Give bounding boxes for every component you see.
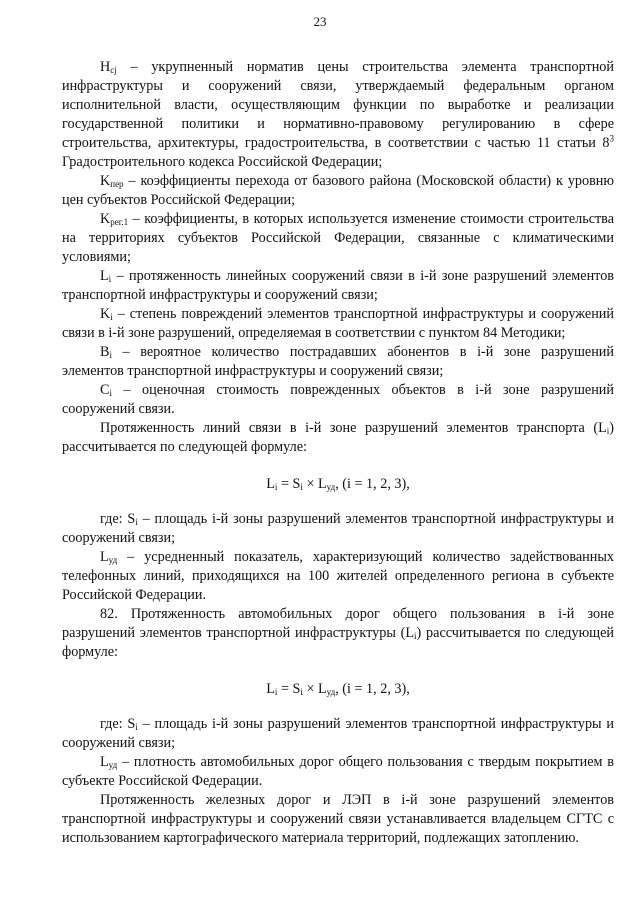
page-number: 23 xyxy=(313,14,327,29)
paragraph-lines-length: Протяженность линий связи в i-й зоне разрушений элементов транспорта $(L_i)$ рассчитывается по следующей формуле: xyxy=(62,420,614,455)
definition-kreg: $K_{рег.1}$ – коэффициенты, в которых используется изменение стоимости строительства на территориях субъектов Российской Федерации, связанные с климатическими условиями; xyxy=(62,211,614,265)
definition-lud-2: $L_{уд}$ – плотность автомобильных дорог общего пользования с твердым покрытием в субъекте Российской Федерации. xyxy=(62,754,614,789)
definition-hcj: $H_{cj}$ – укрупненный норматив цены строительства элемента транспортной инфраструктуры и сооружений связи, утверждаемый федеральным органом исполнительной власти, осуществляющим функции по выработке и реализации государственной политики и нормативно-правовому регулированию в сфере строительства, архитектуры, градостроительства, в соответствии с частью 11 статьи $8^3$ Градостроительного кодекса Российской Федерации; xyxy=(62,59,614,170)
definition-ci: $C_i$ – оценочная стоимость поврежденных объектов в i-й зоне разрушений сооружений связи. xyxy=(62,382,614,417)
paragraph-railways: Протяженность железных дорог и ЛЭП в i-й зоне разрушений элементов транспортной инфраструктуры и сооружений связи устанавливается владельцем СГТС с использованием картографического материала территорий, подлежащих затоплению. xyxy=(62,792,614,846)
formula-lines: $L_i = S_i \times L_{уд}$, (i = 1, 2, 3), xyxy=(266,476,410,492)
definition-lud-1: $L_{уд}$ – усредненный показатель, характеризующий количество задействованных телефонных линий, приходящихся на 100 жителей определенного региона в субъекте Российской Федерации. xyxy=(62,549,614,603)
document-body xyxy=(62,58,614,848)
definition-li: $L_i$ – протяженность линейных сооружений связи в i-й зоне разрушений элементов транспортной инфраструктуры и сооружений связи; xyxy=(62,268,614,303)
where-si-1: где: $S_i$ – площадь i-й зоны разрушений элементов транспортной инфраструктуры и сооружений связи; xyxy=(62,511,614,546)
formula-roads: $L_i = S_i \times L_{уд}$, (i = 1, 2, 3), xyxy=(266,681,410,697)
paragraph-82: 82. Протяженность автомобильных дорог общего пользования в i-й зоне разрушений элементов транспортной инфраструктуры $(L_i)$ рассчитывается по следующей формуле: xyxy=(62,606,614,660)
definition-ki: $K_i$ – степень повреждений элементов транспортной инфраструктуры и сооружений связи в i-й зоне разрушений, определяемая в соответствии с пунктом 84 Методики; xyxy=(62,306,614,341)
where-si-2: где: $S_i$ – площадь i-й зоны разрушений элементов транспортной инфраструктуры и сооружений связи; xyxy=(62,716,614,751)
definition-bi: $B_i$ – вероятное количество пострадавших абонентов в i-й зоне разрушений элементов транспортной инфраструктуры и сооружений связи; xyxy=(62,344,614,379)
definition-kper: $K_{пер}$ – коэффициенты перехода от базового района (Московской области) к уровню цен субъектов Российской Федерации; xyxy=(62,173,614,208)
